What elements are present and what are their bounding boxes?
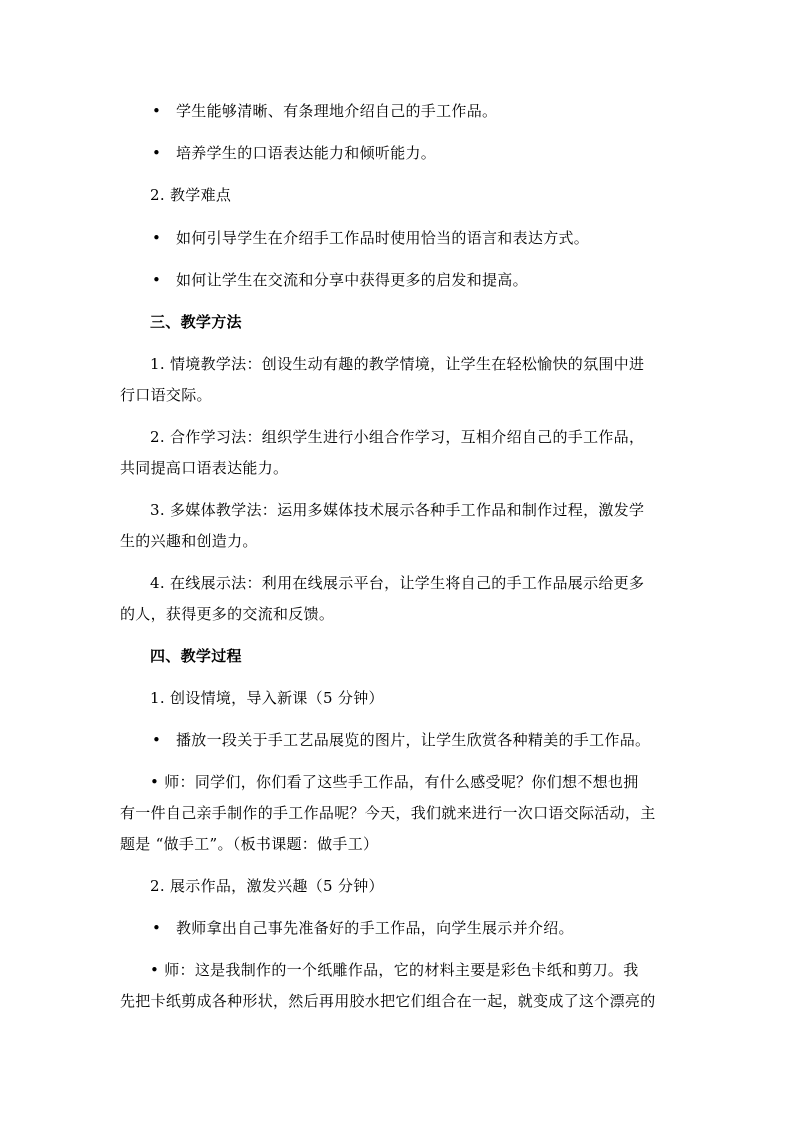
paragraph-line: 1. 情境教学法：创设生动有趣的教学情境，让学生在轻松愉快的氛围中进 (150, 355, 645, 373)
subheading: 2. 教学难点 (150, 186, 232, 204)
bullet-text: 学生能够清晰、有条理地介绍自己的手工作品。 (176, 102, 498, 120)
bullet-marker: • (152, 271, 162, 289)
bullet-text: 如何让学生在交流和分享中获得更多的启发和提高。 (176, 271, 528, 289)
paragraph-line: 3. 多媒体教学法：运用多媒体技术展示各种手工作品和制作过程，激发学 (150, 501, 645, 519)
bullet-text: 培养学生的口语表达能力和倾听能力。 (176, 144, 437, 162)
bullet-text: 播放一段关于手工艺品展览的图片，让学生欣赏各种精美的手工作品。 (176, 731, 651, 749)
paragraph-line: 的人，获得更多的交流和反馈。 (120, 605, 335, 623)
paragraph-line: 先把卡纸剪成各种形状，然后再用胶水把它们组合在一起，就变成了这个漂亮的 (120, 992, 656, 1010)
section-heading: 三、教学方法 (150, 313, 242, 331)
bullet-marker: • (152, 102, 162, 120)
subheading: 2. 展示作品，激发兴趣（5 分钟） (150, 877, 384, 895)
bullet-text: 教师拿出自己事先准备好的手工作品，向学生展示并介绍。 (176, 919, 574, 937)
paragraph-line: • 师：这是我制作的一个纸雕作品，它的材料主要是彩色卡纸和剪刀。我 (150, 961, 639, 979)
paragraph-line: • 师：同学们，你们看了这些手工作品，有什么感受呢？你们想不想也拥 (150, 773, 639, 791)
bullet-text: 如何引导学生在介绍手工作品时使用恰当的语言和表达方式。 (176, 229, 590, 247)
paragraph-line: 生的兴趣和创造力。 (120, 532, 258, 550)
subheading: 1. 创设情境，导入新课（5 分钟） (150, 689, 384, 707)
paragraph-line: 行口语交际。 (120, 386, 212, 404)
paragraph-line: 有一件自己亲手制作的手工作品呢？今天，我们就来进行一次口语交际活动，主 (120, 804, 656, 822)
bullet-marker: • (152, 919, 162, 937)
bullet-marker: • (152, 229, 162, 247)
paragraph-line: 2. 合作学习法：组织学生进行小组合作学习，互相介绍自己的手工作品， (150, 428, 645, 446)
section-heading: 四、教学过程 (150, 647, 242, 665)
paragraph-line: 4. 在线展示法：利用在线展示平台，让学生将自己的手工作品展示给更多 (150, 574, 645, 592)
paragraph-line: 题是 “做手工”。（板书课题：做手工） (120, 835, 379, 853)
bullet-marker: • (152, 144, 162, 162)
paragraph-line: 共同提高口语表达能力。 (120, 459, 289, 477)
bullet-marker: • (152, 731, 162, 749)
